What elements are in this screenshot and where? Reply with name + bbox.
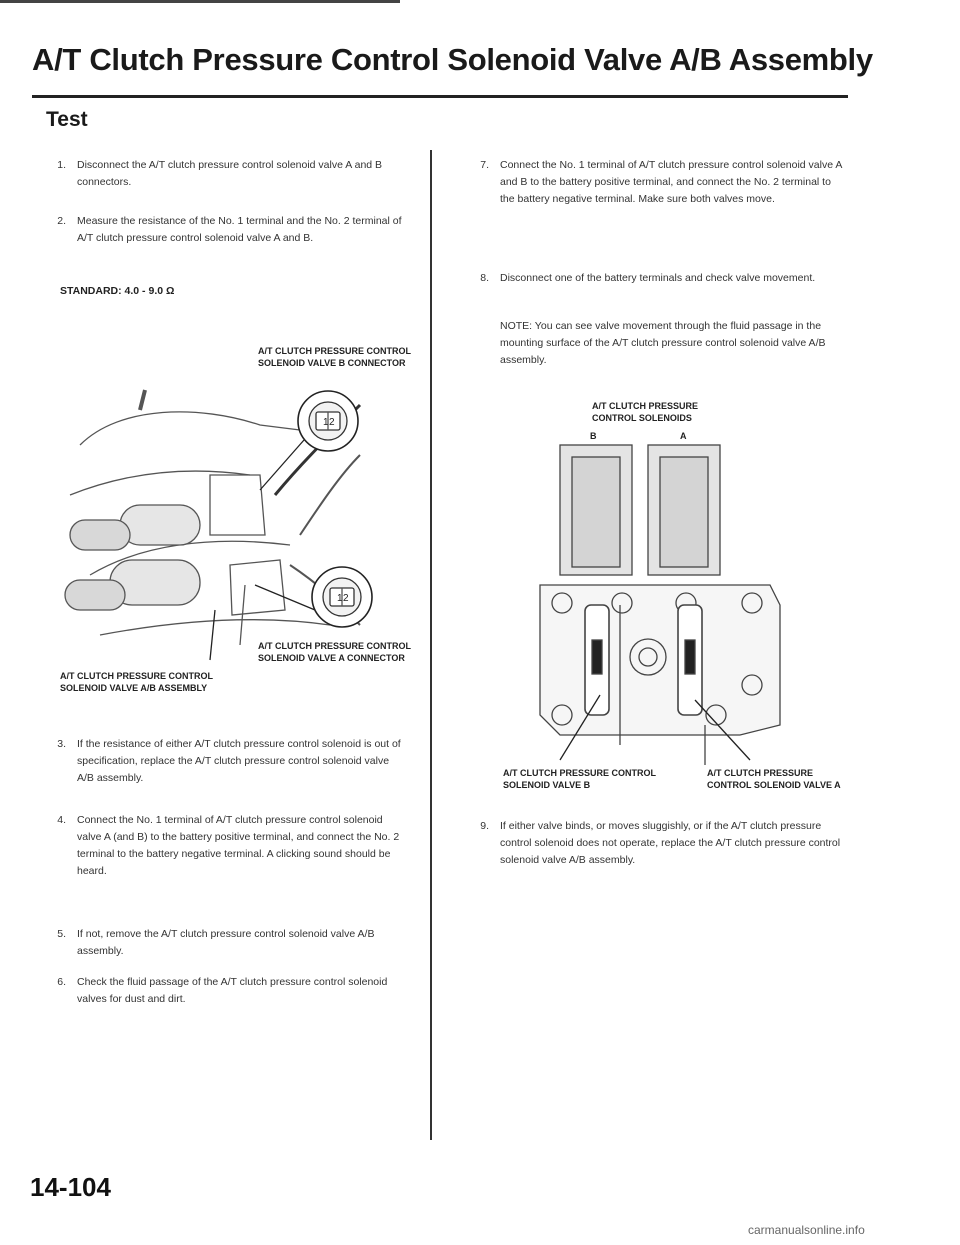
figure-solenoid-illustration: [530, 425, 820, 765]
callout-valve-b: A/T CLUTCH PRESSURE CONTROL SOLENOID VALVE B: [503, 768, 656, 790]
callout-solenoids: A/T CLUTCH PRESSURE CONTROL SOLENOIDS: [592, 401, 699, 423]
step-text: If either valve binds, or moves sluggishly, or if the A/T clutch pressure control solenoid does not operate, replace the A/T clutch pressure control solenoid valve A/B assembly.: [500, 820, 841, 866]
step-9: [480, 818, 845, 869]
figure-connector-illustration: [60, 385, 420, 665]
step-3: [57, 736, 407, 787]
standard-spec: STANDARD: 4.0 - 9.0 Ω: [60, 285, 175, 297]
step-text: Connect the No. 1 terminal of A/T clutch pressure control solenoid valve A and B to the battery positive terminal, and connect the No. 2 terminal to the battery negative terminal. Make sure both valves move.: [500, 159, 842, 205]
step-number: 1.: [57, 159, 66, 171]
step-text: If not, remove the A/T clutch pressure control solenoid valve A/B assembly.: [77, 928, 375, 957]
callout-valve-a-connector: A/T CLUTCH PRESSURE CONTROL SOLENOID VALVE A CONNECTOR: [258, 641, 411, 663]
terminal-1-label: 1: [337, 593, 343, 604]
step-number: 3.: [57, 738, 66, 750]
section-heading: Test: [46, 108, 88, 131]
terminal-2-label: 2: [343, 593, 349, 604]
terminal-1-label: 1: [323, 417, 329, 428]
step-5: [57, 926, 407, 960]
step-text: Disconnect one of the battery terminals and check valve movement.: [500, 272, 816, 284]
callout-valve-a: A/T CLUTCH PRESSURE CONTROL SOLENOID VALVE A: [707, 768, 841, 790]
step-number: 4.: [57, 814, 66, 826]
step-number: 9.: [480, 820, 489, 832]
top-rule: [0, 0, 400, 3]
solenoid-b-label: B: [590, 431, 597, 441]
watermark: carmanualsonline.info: [748, 1223, 865, 1237]
terminal-2-label: 2: [329, 417, 335, 428]
step-7: [480, 157, 845, 208]
step-2: [57, 213, 407, 247]
step-number: 8.: [480, 272, 489, 284]
page-number: 14-104: [30, 1172, 111, 1202]
step-number: 6.: [57, 976, 66, 988]
step-6: [57, 974, 407, 1008]
step-number: 7.: [480, 159, 489, 171]
step-8: [480, 270, 845, 287]
solenoid-a-label: A: [680, 431, 687, 441]
step-number: 5.: [57, 928, 66, 940]
step-text: If the resistance of either A/T clutch pressure control solenoid is out of specification, replace the A/T clutch pressure control solenoid valve A/B assembly.: [77, 738, 401, 784]
note-text: NOTE: You can see valve movement through the fluid passage in the mounting surface of the A/T clutch pressure control solenoid valve A/B assembly.: [500, 320, 826, 366]
title-rule: [32, 95, 848, 98]
step-text: Connect the No. 1 terminal of A/T clutch pressure control solenoid valve A (and B) to the battery positive terminal, and connect the No. 2 terminal to the battery negative terminal. A clicking sound should be heard.: [77, 814, 400, 877]
step-text: Disconnect the A/T clutch pressure control solenoid valve A and B connectors.: [77, 159, 383, 188]
step-4: [57, 812, 407, 880]
callout-valve-assembly: A/T CLUTCH PRESSURE CONTROL SOLENOID VALVE A/B ASSEMBLY: [60, 671, 213, 693]
page-title: A/T Clutch Pressure Control Solenoid Valve A/B Assembly: [32, 42, 873, 77]
step-text: Check the fluid passage of the A/T clutch pressure control solenoid valves for dust and dirt.: [77, 976, 388, 1005]
callout-valve-b-connector: A/T CLUTCH PRESSURE CONTROL SOLENOID VALVE B CONNECTOR: [258, 346, 411, 368]
step-text: Measure the resistance of the No. 1 terminal and the No. 2 terminal of A/T clutch pressure control solenoid valve A and B.: [77, 215, 402, 244]
step-number: 2.: [57, 215, 66, 227]
step-1: [57, 157, 407, 191]
